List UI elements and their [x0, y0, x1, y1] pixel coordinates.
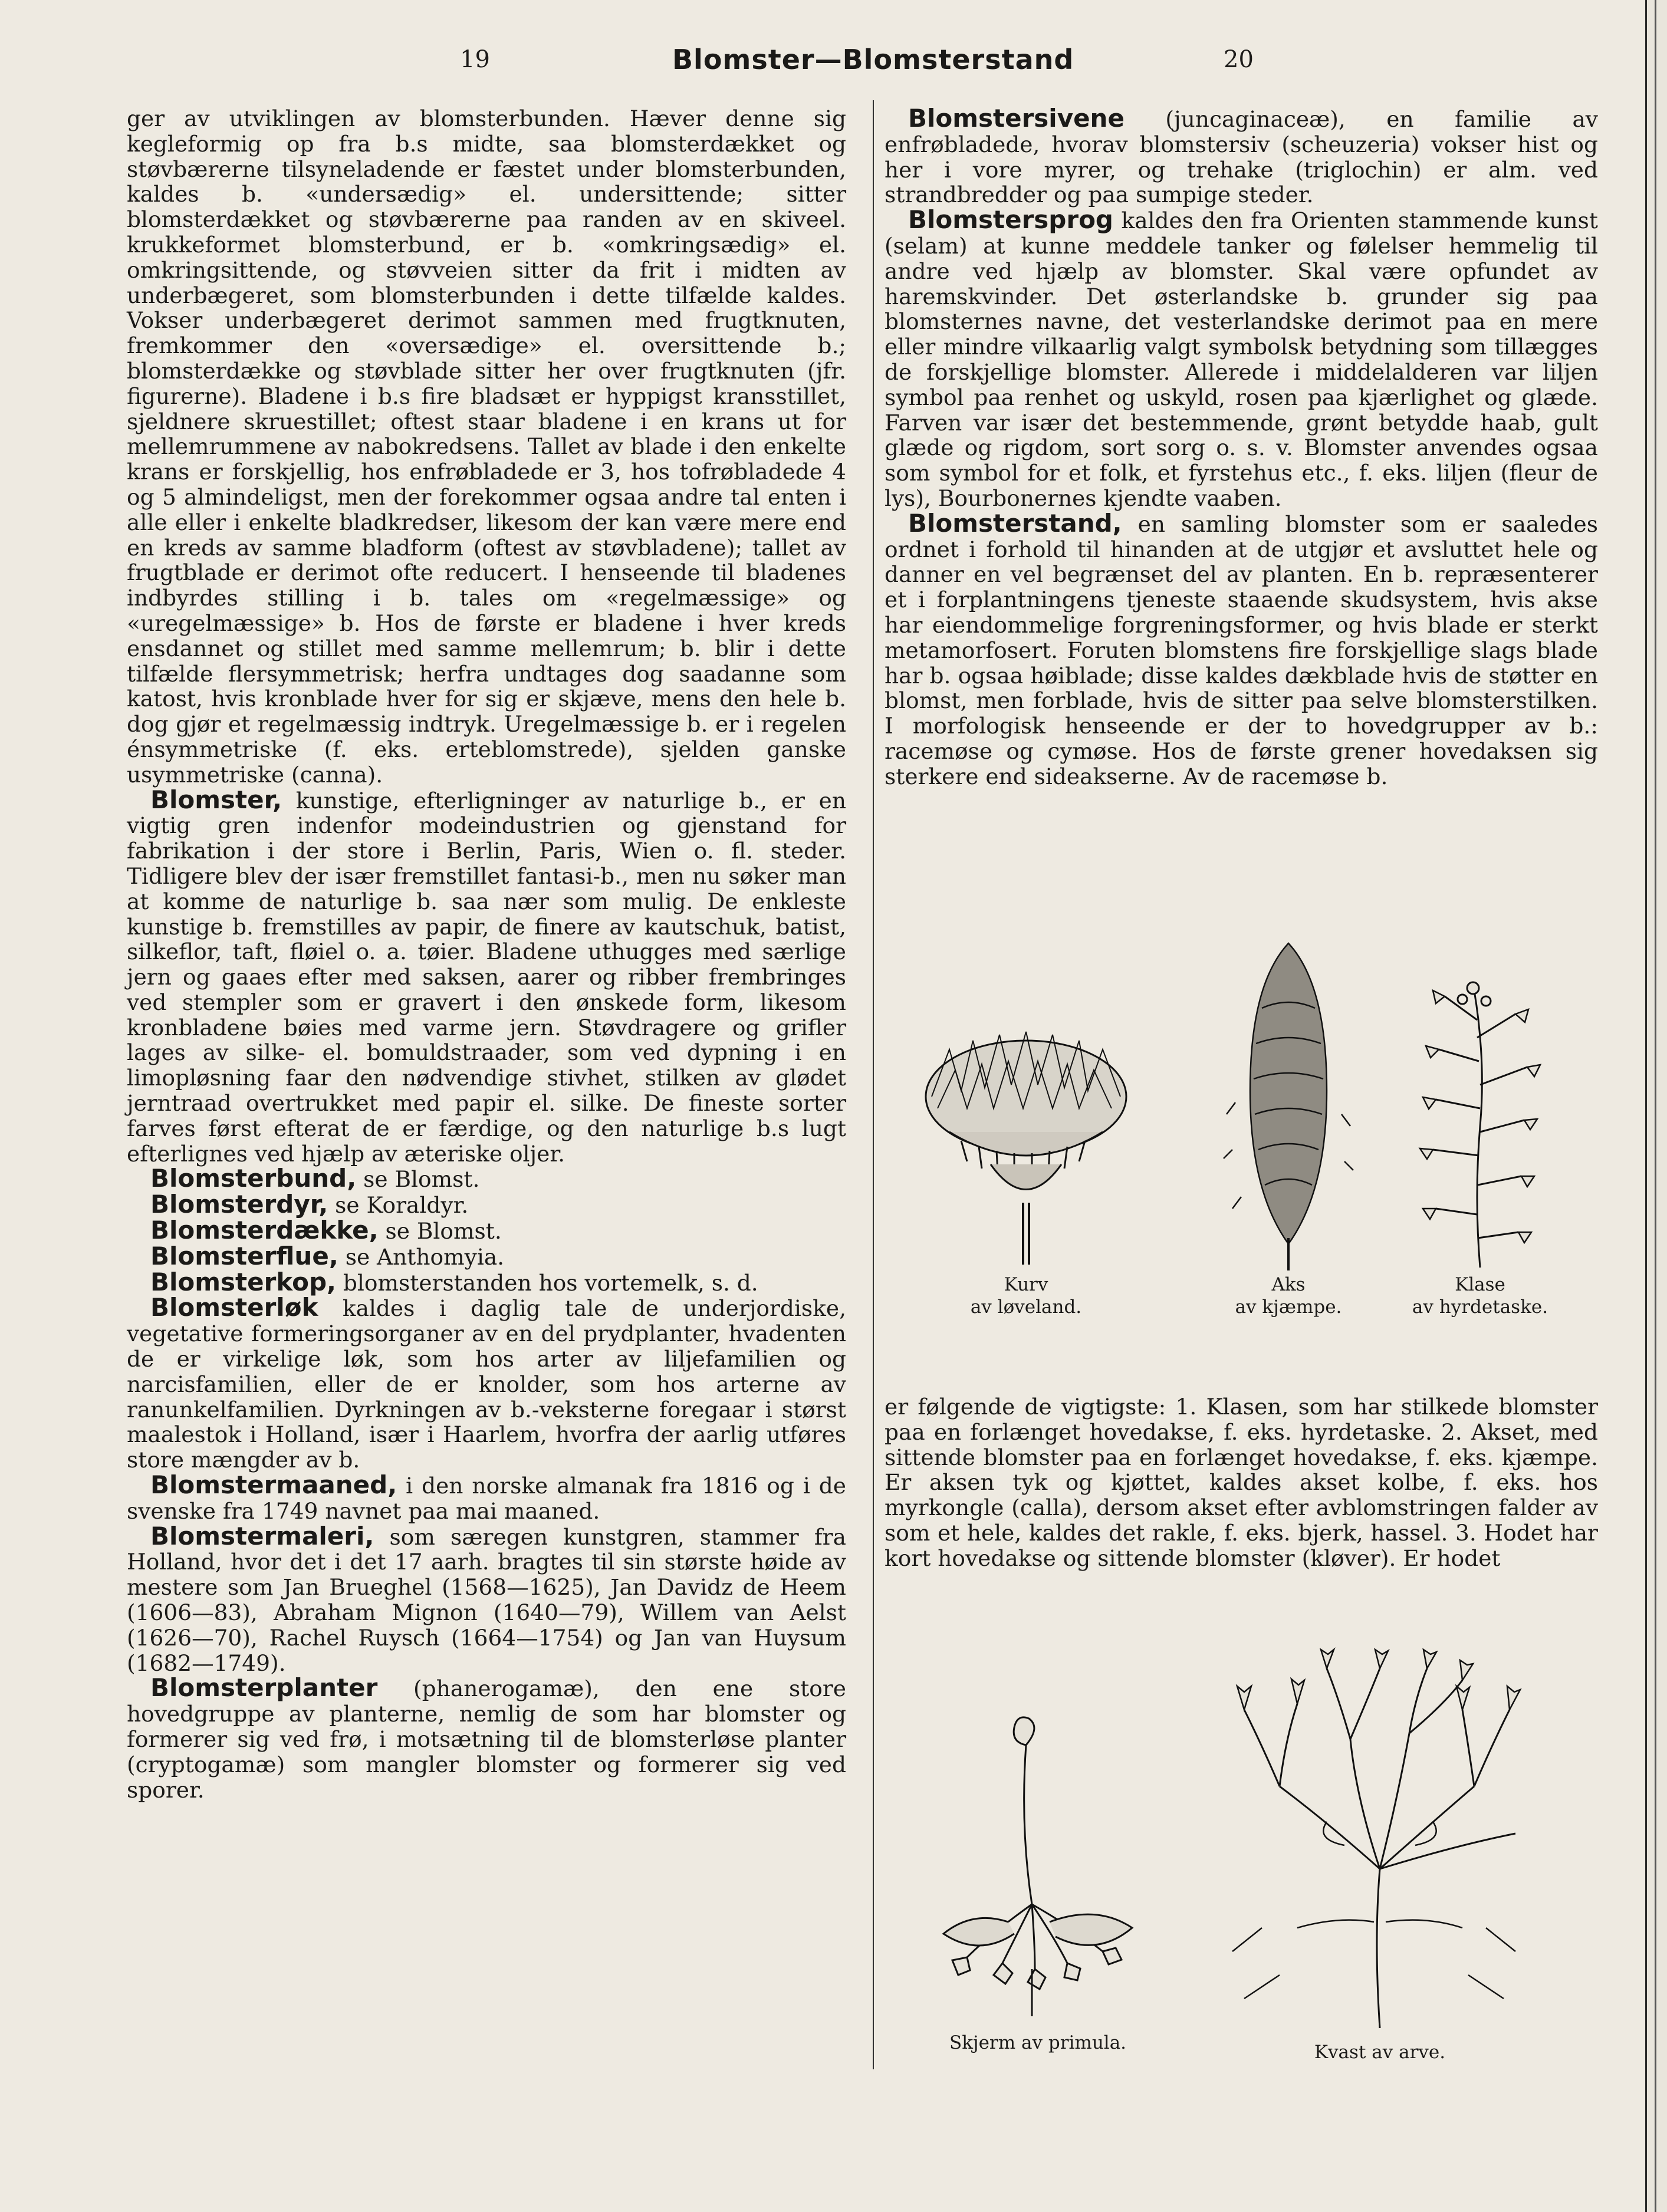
- figure-caption: Kvast av arve.: [1314, 2042, 1446, 2063]
- page-header: [0, 41, 1645, 83]
- entry-text: (juncaginaceæ), en familie av enfrøbladede, hvorav blomstersiv (scheuzeria) vokser hist og her i vore myrer, og trehake (triglochin) er alm. ved strandbredder og paa sumpige steder.: [885, 106, 1598, 208]
- dictionary-entry: [127, 1241, 846, 1270]
- entry-text: som særegen kunstgren, stammer fra Holland, hvor det i det 17 aarh. bragtes til sin største høide av mestere som Jan Brueghel (1568—1625), Jan Davidz de Heem (1606—83), Abraham Mignon (1640—79), Willem van Aelst (1626—70), Rachel Ruysch (1664—1754) og Jan van Huysum (1682—1749).: [127, 1523, 846, 1676]
- caption-line-2: av løveland.: [970, 1296, 1082, 1318]
- caption-line-1: Klase: [1455, 1274, 1505, 1295]
- dictionary-entry: [885, 508, 1598, 789]
- page-number-left: 19: [460, 46, 490, 73]
- dictionary-entry: [127, 1521, 846, 1676]
- entry-text: i den norske almanak fra 1816 og i de svenske fra 1749 navnet paa mai maaned.: [127, 1473, 846, 1524]
- page-edge: [1645, 0, 1647, 2212]
- entry-headword: Blomsterløk: [150, 1293, 318, 1322]
- right-column-top: [885, 106, 1598, 789]
- dictionary-entry: [127, 1218, 846, 1244]
- primula-illustration: [920, 1710, 1156, 2028]
- dictionary-entry: [127, 1295, 846, 1473]
- figure-klase: [1380, 973, 1580, 1318]
- entry-text: se Koraldyr.: [328, 1192, 469, 1219]
- entry-headword: Blomstersivene: [908, 104, 1125, 133]
- dictionary-entry: [127, 785, 846, 1167]
- entry-headword: Blomsterbund,: [150, 1164, 357, 1193]
- entry-headword: Blomsterdyr,: [150, 1190, 328, 1219]
- caption-line-2: av hyrdetaske.: [1412, 1296, 1548, 1318]
- entry-headword: Blomsterkop,: [150, 1267, 336, 1296]
- dictionary-entry: [885, 106, 1598, 208]
- entry-text: se Blomst.: [378, 1218, 502, 1245]
- dictionary-entry: [885, 205, 1598, 511]
- entry-text: se Blomst.: [356, 1166, 480, 1193]
- plantain-spike-illustration: [1209, 937, 1368, 1273]
- running-title: Blomster—Blomsterstand: [672, 44, 1074, 75]
- entry-text: en samling blomster som er saaledes ordnet i forhold til hinanden at de utgjør et avsluttet hele og danner en vel begrænset del av planten. En b. repræsenterer et i forplantningens tjeneste staaende skudsystem, hvis akse har eiendommelige forgreningsformer, og hvis blade er sterkt metamorfosert. Foruten blomstens fire forskjellige slags blade har b. ogsaa høiblade; disse kaldes dækblade hvis de støtter en blomst, men forblade, hvis de sitter paa selve blomsterstilken. I morfologisk henseende er der to hovedgrupper av b.: racemøse og cymøse. Hos de første grener hovedaksen sig sterkere end sideakserne. Av de racemøse b.: [885, 511, 1598, 789]
- dictionary-entry: [127, 1673, 846, 1803]
- entry-text: kaldes i daglig tale de underjordiske, vegetative formeringsorganer av en del prydplanter, hvadenten de er virkelige løk, som hos arter av liljefamilien og narcisfamilien, eller de er knolder, som hos arterne av ranunkelfamilien. Dyrkningen av b.-veksterne foregaar i størst maalestok i Holland, især i Haarlem, hvorfra der aarlig utføres store mængder av b.: [127, 1295, 846, 1473]
- entry-headword: Blomstermaaned,: [150, 1470, 397, 1500]
- entry-headword: Blomsterflue,: [150, 1241, 338, 1270]
- caption-line-1: Kurv: [1004, 1274, 1048, 1295]
- text-paragraph: er følgende de vigtigste: 1. Klasen, som har stilkede blomster paa en forlænget hovedakse, f. eks. hyrdetaske. 2. Akset, med sittende blomster paa en forlænget hovedakse, f. eks. kjæmpe. Er aksen tyk og kjøttet, kaldes akset kolbe, f. eks. hos myrkongle (calla), dersom akset efter avblomstringen falder av som et hele, kaldes det rakle, f. eks. bjerk, hassel. 3. Hodet har kort hovedakse og sittende blomster (kløver). Er hodet: [885, 1394, 1598, 1571]
- column-rule: [873, 100, 874, 2069]
- dictionary-entry: [127, 1267, 846, 1296]
- entry-text: blomsterstanden hos vortemelk, s. d.: [336, 1269, 758, 1296]
- right-column-middle: [885, 1394, 1598, 1571]
- figure-caption: Skjerm av primula.: [949, 2032, 1127, 2053]
- figure-aks: [1209, 937, 1368, 1318]
- entry-text: se Anthomyia.: [338, 1243, 505, 1270]
- figure-kvast: [1209, 1645, 1551, 2063]
- figure-caption: [908, 1273, 1144, 1318]
- dandelion-illustration: [908, 1014, 1144, 1273]
- page-edge-inner: [1655, 0, 1656, 2212]
- entry-text: kunstige, efterligninger av naturlige b., er en vigtig gren indenfor modeindustrien og gjenstand for fabrikation i der store i Berlin, Paris, Wien o. fl. steder. Tidligere blev der især fremstillet fantasi-b., men nu søker man at komme de naturlige b. saa nær som mulig. De enkleste kunstige b. fremstilles av papir, de finere av kautschuk, batist, silkeflor, taft, fløiel o. a. tøier. Bladene uthugges med særlige jern og gaaes efter med saksen, aarer og ribber frembringes ved stempler som er gravert i den ønskede form, likesom kronbladene bøies med varme jern. Støvdragere og grifler lages av silke- el. bomuldstraader, som ved dypning i en limopløsning faar den nødvendige stivhet, stilken av glødet jerntraad overtrukket med papir el. silke. De fineste sorter farves først efterat de er færdige, og den naturlige b.s lugt efterlignes ved hjælp av æteriske oljer.: [127, 787, 846, 1167]
- entry-text: ger av utviklingen av blomsterbunden. Hæver denne sig kegleformig op fra b.s midte, saa blomsterdækket og støvbærerne tilsyneladende er fæstet under blomsterbunden, kaldes b. «undersædig» el. undersittende; sitter blomsterdækket og støvbærerne paa randen av en skiveel. krukkeformet blomsterbund, er b. «omkringsædig» el. omkringsittende, og støvveien sitter da frit i midten av underbægeret, som blomsterbunden i dette tilfælde kaldes. Vokser underbægeret derimot sammen med frugtknuten, fremkommer den «oversædige» el. oversittende b.; blomsterdække og støvblade sitter her over frugtknuten (jfr. figurerne). Bladene i b.s fire bladsæt er hyppigst kransstillet, sjeldnere skruestillet; oftest staar bladene i en krans ut for mellemrummene av nabokredsens. Tallet av blade i den enkelte krans er forskjellig, hos enfrøbladede er 3, hos tofrøbladede 4 og 5 almindeligst, men der forekommer ogsaa andre tal enten i alle eller i enkelte bladkredser, likesom der kan være mere end en kreds av samme bladform (oftest av støvbladene); tallet av frugtblade er derimot ofte reducert. I henseende til bladenes indbyrdes stilling i b. tales om «regelmæssige» og «uregelmæssige» b. Hos de første er bladene i hver kreds ensdannet og stillet med samme mellemrum; b. blir i dette tilfælde flersymmetrisk; herfra undtages dog saadanne som katost, hvis kronblade hver for sig er skjæve, mens den hele b. dog gjør et regelmæssig indtryk. Uregelmæssige b. er i regelen énsymmetriske (f. eks. erteblomstrede), sjelden ganske usymmetriske (canna).: [127, 106, 846, 788]
- entry-text: kaldes den fra Orienten stammende kunst (selam) at kunne meddele tanker og følelser hemmelig til andre ved hjælp av blomster. Skal være opfundet av haremskvinder. Det østerlandske b. grunder sig paa blomsternes navne, det vesterlandske derimot paa en mere eller mindre vilkaarlig valgt symbolsk betydning som tillægges de forskjellige blomster. Allerede i middelalderen var liljen symbol paa renhet og uskyld, rosen paa kjærlighet og glæde. Farven var især det bestemmende, grønt betydde haab, gult glæde og rigdom, sort sorg o. s. v. Blomster anvendes ogsaa som symbol for et folk, et fyrstehus etc., f. eks. liljen (fleur de lys), Bourbonernes kjendte vaaben.: [885, 208, 1598, 511]
- page-number-right: 20: [1224, 46, 1254, 73]
- figure-caption: [1380, 1273, 1580, 1318]
- entry-text: (phanerogamæ), den ene store hovedgruppe av planterne, nemlig de som har blomster og formerer sig ved frø, i motsætning til de blomsterløse planter (cryptogamæ) som mangler blomster og formerer sig ved sporer.: [127, 1676, 846, 1803]
- left-column: [127, 106, 846, 1802]
- entry-headword: Blomstersprog: [908, 205, 1113, 235]
- entry-headword: Blomsterplanter: [150, 1673, 378, 1703]
- dictionary-entry: [127, 1166, 846, 1192]
- caption-line-2: av kjæmpe.: [1235, 1296, 1342, 1318]
- figure-kurv: [908, 1014, 1144, 1318]
- shepherds-purse-illustration: [1380, 973, 1580, 1273]
- entry-headword: Blomsterdække,: [150, 1216, 379, 1245]
- text-paragraph: [127, 106, 846, 788]
- entry-headword: Blomstermaleri,: [150, 1521, 374, 1551]
- dictionary-entry: [127, 1470, 846, 1524]
- caption-line-1: Aks: [1271, 1274, 1306, 1295]
- chickweed-cyme-illustration: [1209, 1645, 1551, 2034]
- dictionary-entry: [127, 1192, 846, 1218]
- figure-caption: [1209, 1273, 1368, 1318]
- figure-skjerm: [920, 1710, 1156, 2054]
- entry-headword: Blomsterstand,: [908, 508, 1122, 538]
- entry-headword: Blomster,: [150, 785, 282, 814]
